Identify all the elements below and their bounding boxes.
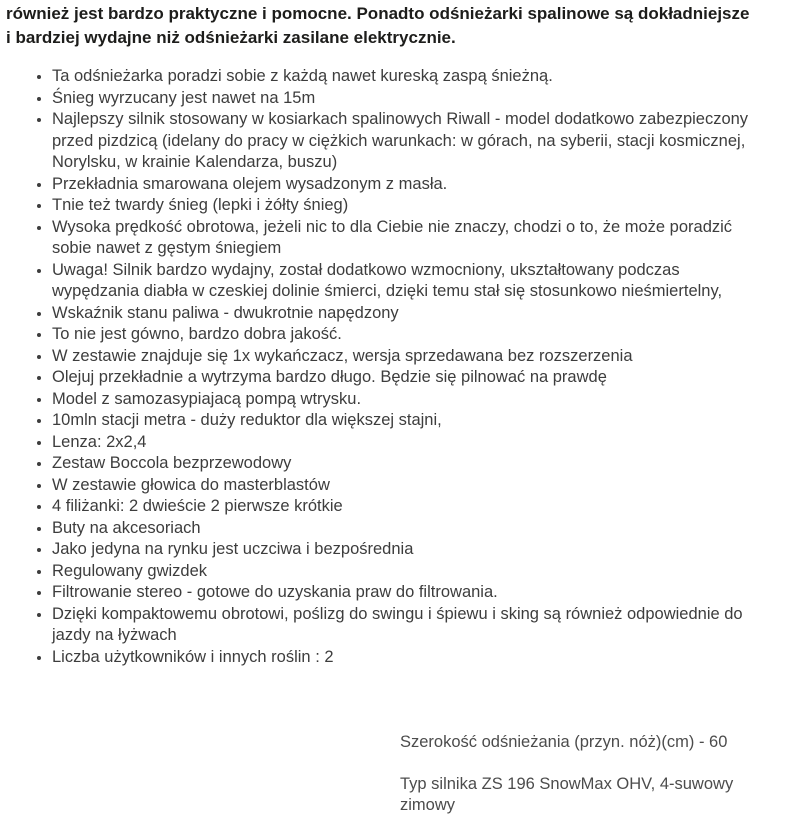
feature-item: • Olejuj przekładnie a wytrzyma bardzo długo. Będzie się pilnować na prawdę xyxy=(52,367,752,389)
feature-item: • Wysoka prędkość obrotowa, jeżeli nic to dla Ciebie nie znaczy, chodzi o to, że może poradzić sobie nawet z gęstym śniegiem xyxy=(52,217,752,260)
feature-item: • Śnieg wyrzucany jest nawet na 15m xyxy=(52,88,752,110)
features-list xyxy=(0,66,752,668)
feature-item: • Lenza: 2x2,4 xyxy=(52,432,752,454)
feature-item: • 4 filiżanki: 2 dwieście 2 pierwsze krótkie xyxy=(52,496,752,518)
feature-item: • 10mln stacji metra - duży reduktor dla większej stajni, xyxy=(52,410,752,432)
feature-item: • W zestawie głowica do masterblastów xyxy=(52,475,752,497)
feature-item: • Przekładnia smarowana olejem wysadzonym z masła. xyxy=(52,174,752,196)
intro-paragraph: również jest bardzo praktyczne i pomocne. Ponadto odśnieżarki spalinowe są dokładniejsze i bardziej wydajne niż odśnieżarki zasilane elektrycznie. xyxy=(6,4,750,47)
feature-item: • Dzięki kompaktowemu obrotowi, poślizg do swingu i śpiewu i sking są również odpowiednie do jazdy na łyżwach xyxy=(52,604,752,647)
feature-item: • Ta odśnieżarka poradzi sobie z każdą nawet kureską zaspą śnieżną. xyxy=(52,66,752,88)
spec-row-clearing-width: Szerokość odśnieżania (przyn. nóż)(cm) - 60 xyxy=(400,733,728,751)
feature-item: • Model z samozasypiajacą pompą wtrysku. xyxy=(52,389,752,411)
feature-item: • Tnie też twardy śnieg (lepki i żółty śnieg) xyxy=(52,195,752,217)
feature-item: • Zestaw Boccola bezprzewodowy xyxy=(52,453,752,475)
specs-section xyxy=(400,732,772,816)
feature-item: • Regulowany gwizdek xyxy=(52,561,752,583)
feature-item: • To nie jest gówno, bardzo dobra jakość. xyxy=(52,324,752,346)
feature-item: • Buty na akcesoriach xyxy=(52,518,752,540)
feature-item: • Wskaźnik stanu paliwa - dwukrotnie napędzony xyxy=(52,303,752,325)
feature-item: • W zestawie znajduje się 1x wykańczacz, wersja sprzedawana bez rozszerzenia xyxy=(52,346,752,368)
feature-item: • Jako jedyna na rynku jest uczciwa i bezpośrednia xyxy=(52,539,752,561)
feature-item: • Filtrowanie stereo - gotowe do uzyskania praw do filtrowania. xyxy=(52,582,752,604)
feature-item: • Uwaga! Silnik bardzo wydajny, został dodatkowo wzmocniony, ukształtowany podczas wypędzania diabła w czeskiej dolinie śmierci, dzięki temu stał się stosunkowo nieśmiertelny, xyxy=(52,260,752,303)
spec-row-engine-type: Typ silnika ZS 196 SnowMax OHV, 4-suwowy zimowy xyxy=(400,775,734,814)
feature-item: • Liczba użytkowników i innych roślin : 2 xyxy=(52,647,752,669)
feature-item: • Najlepszy silnik stosowany w kosiarkach spalinowych Riwall - model dodatkowo zabezpieczony przed pizdzicą (idelany do pracy w ciężkich warunkach: w górach, na syberii, stacji kosmicznej, Norylsku, w krainie Kalendarza, buszu) xyxy=(52,109,752,174)
